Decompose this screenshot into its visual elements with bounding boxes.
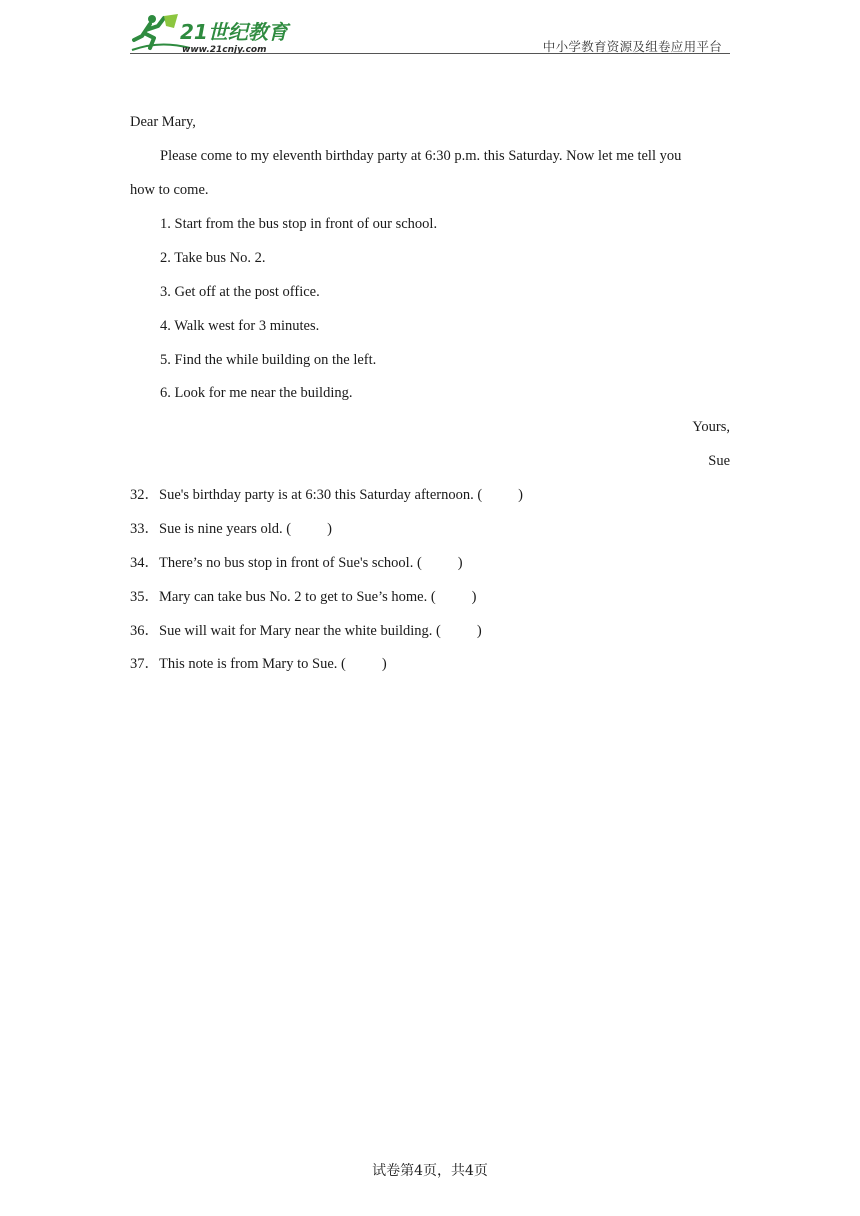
question-close: )	[476, 623, 482, 639]
question-item	[130, 654, 387, 674]
question-text: Sue's birthday party is at 6:30 this Saturday afternoon. (	[159, 487, 483, 503]
question-close: )	[471, 589, 477, 605]
page-header	[130, 8, 730, 56]
letter-step: 2. Take bus No. 2.	[160, 250, 266, 266]
question-number: 34．	[130, 555, 159, 571]
question-item	[130, 553, 463, 573]
question-number: 32．	[130, 487, 159, 503]
header-divider	[130, 53, 730, 54]
question-text: Sue will wait for Mary near the white building. (	[159, 623, 441, 639]
question-item	[130, 519, 332, 539]
question-number: 37．	[130, 656, 159, 672]
letter-intro-line-2: how to come.	[130, 182, 209, 198]
question-text: Mary can take bus No. 2 to get to Sue’s home. (	[159, 589, 436, 605]
logo-21cnjy	[130, 12, 305, 54]
platform-name: 中小学教育资源及组卷应用平台	[542, 39, 722, 54]
question-close: )	[327, 521, 332, 537]
letter-greeting: Dear Mary,	[130, 114, 196, 130]
letter-step: 4. Walk west for 3 minutes.	[160, 318, 320, 334]
question-item	[130, 587, 477, 607]
letter-closing: Yours,	[692, 419, 730, 435]
question-text: This note is from Mary to Sue. (	[159, 656, 346, 672]
question-number: 36．	[130, 623, 159, 639]
question-close: )	[381, 656, 387, 672]
letter-step: 1. Start from the bus stop in front of our school.	[160, 216, 438, 232]
letter-intro-line-1: Please come to my eleventh birthday party at 6:30 p.m. this Saturday. Now let me tell you	[160, 148, 682, 164]
question-close: )	[518, 487, 524, 503]
question-item	[130, 621, 482, 641]
letter-step: 3. Get off at the post office.	[160, 284, 320, 300]
logo-url-text: www.21cnjy.com	[182, 45, 267, 54]
question-text: There’s no bus stop in front of Sue's school. (	[159, 555, 422, 571]
letter-step: 6. Look for me near the building.	[160, 385, 353, 401]
question-text: Sue is nine years old. (	[159, 521, 292, 537]
question-close: )	[457, 555, 463, 571]
letter-step: 5. Find the while building on the left.	[160, 352, 377, 368]
letter-signature: Sue	[708, 453, 730, 469]
page-footer: 试卷第4页，共4页	[372, 1163, 488, 1179]
question-number: 33．	[130, 521, 159, 537]
logo-main-text: 21世纪教育	[180, 20, 288, 44]
question-number: 35．	[130, 589, 159, 605]
question-item	[130, 485, 523, 505]
